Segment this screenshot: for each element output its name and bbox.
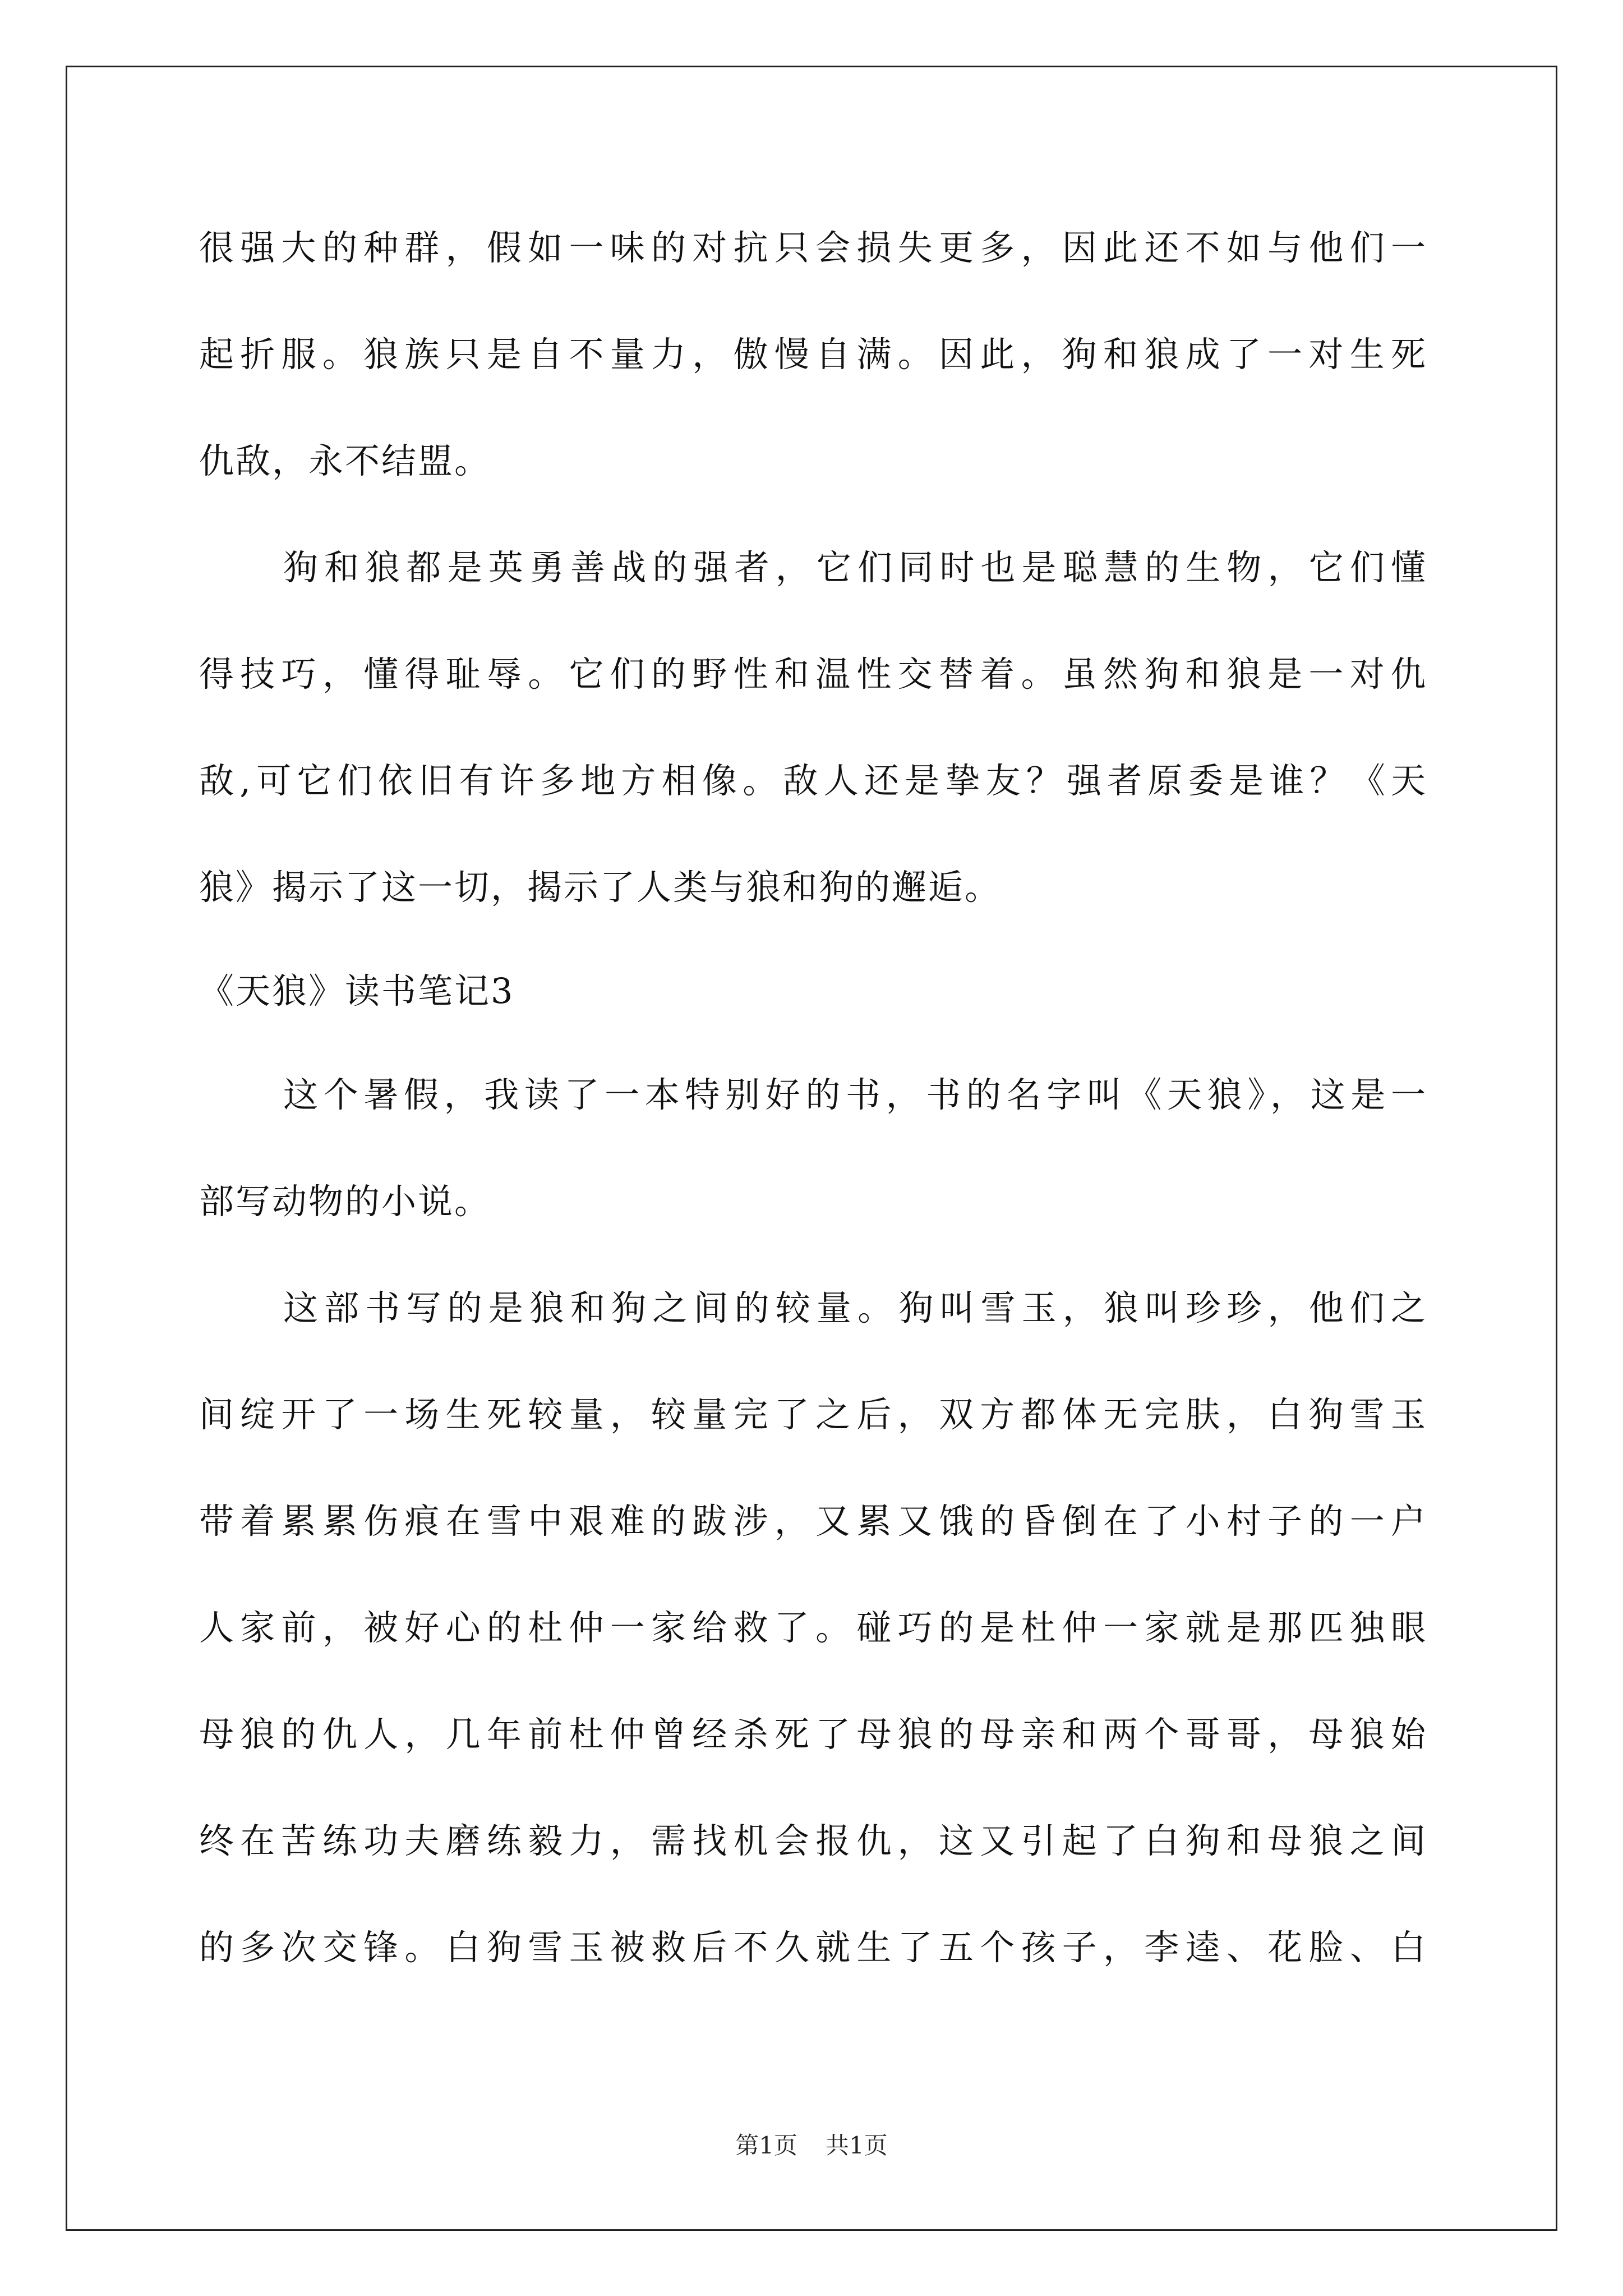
text-line: 终在苦练功夫磨练毅力，需找机会报仇，这又引起了白狗和母狼之间 [199, 1820, 1427, 1861]
text-line: 狗和狼都是英勇善战的强者，它们同时也是聪慧的生物，它们懂 [283, 547, 1427, 588]
page-number-total: 共1页 [826, 2132, 888, 2159]
text-line: 得技巧，懂得耻辱。它们的野性和温性交替着。虽然狗和狼是一对仇 [199, 654, 1427, 694]
text-line: 人家前，被好心的杜仲一家给救了。碰巧的是杜仲一家就是那匹独眼 [199, 1607, 1427, 1648]
text-line: 带着累累伤痕在雪中艰难的跋涉，又累又饿的昏倒在了小村子的一户 [199, 1501, 1427, 1542]
page-footer [0, 2129, 1623, 2162]
text-line: 起折服。狼族只是自不量力，傲慢自满。因此，狗和狼成了一对生死 [199, 334, 1427, 375]
text-line: 敌,可它们依旧有许多地方相像。敌人还是挚友？强者原委是谁？《天 [199, 760, 1427, 801]
text-line: 的多次交锋。白狗雪玉被救后不久就生了五个孩子，李逵、花脸、白 [199, 1927, 1427, 1968]
section-heading: 《天狼》读书笔记3 [199, 970, 515, 1011]
text-line: 母狼的仇人，几年前杜仲曾经杀死了母狼的母亲和两个哥哥，母狼始 [199, 1714, 1427, 1755]
text-line: 部写动物的小说。 [199, 1181, 491, 1222]
text-line: 这个暑假，我读了一本特别好的书，书的名字叫《天狼》，这是一 [283, 1074, 1427, 1115]
text-line: 狼》揭示了这一切，揭示了人类与狼和狗的邂逅。 [199, 867, 1002, 908]
text-line: 这部书写的是狼和狗之间的较量。狗叫雪玉，狼叫珍珍，他们之 [283, 1287, 1427, 1328]
page-number-current: 第1页 [735, 2132, 797, 2159]
text-line: 很强大的种群，假如一味的对抗只会损失更多，因此还不如与他们一 [199, 227, 1427, 268]
text-line: 间绽开了一场生死较量，较量完了之后，双方都体无完肤，白狗雪玉 [199, 1394, 1427, 1435]
text-line: 仇敌，永不结盟。 [199, 440, 491, 481]
page-border [66, 66, 1557, 2231]
